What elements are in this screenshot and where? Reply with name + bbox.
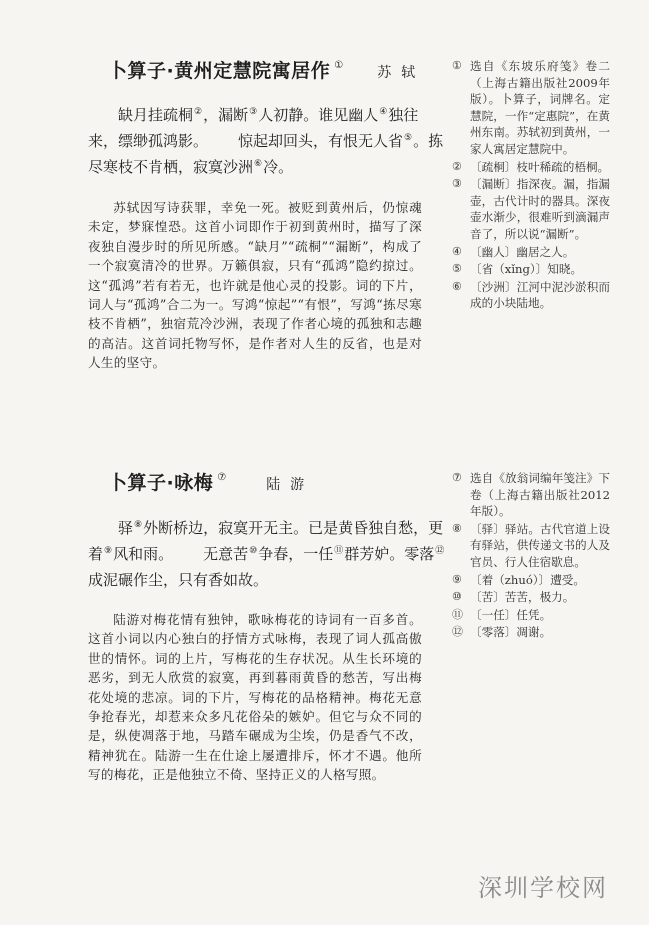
poem2-line-2: 着⑨风和雨。 无意苦⑩争春，一任⑪群芳妒。零落⑫ [88,545,445,563]
note-9: ⑨ 〔着（zhuó）〕遭受。 [452,572,585,587]
poem2-line-1: 驿⑧外断桥边，寂寞开无主。已是黄昏独自愁，更 [118,519,444,537]
note-8: ⑧ 〔驿〕驿站。古代官道上设有驿站，供传递文书的人及官员、行人住宿歇息。 [452,521,610,569]
poem1-line-2: 来，缥缈孤鸿影。 惊起却回头，有恨无人省⑤。拣 [88,132,444,150]
poem1-title-footnote-mark: ① [334,60,344,71]
poem1-title: 卜算子·黄州定慧院寓居作 [108,60,331,82]
poem2-title: 卜算子·咏梅 [108,472,214,494]
note-12: ⑫ 〔零落〕凋谢。 [452,625,552,640]
note-6: ⑥ 〔沙洲〕江河中泥沙淤积而成的小块陆地。 [452,279,610,311]
poem1-line-1: 缺月挂疏桐②，漏断③人初静。谁见幽人④独往 [118,106,419,124]
poem2-title-footnote-mark: ⑦ [217,472,227,483]
note-3: ③ 〔漏断〕指深夜。漏，指漏壶，古代计时的器具。深夜壶水渐少，很难听到滴漏声音了，所以说“漏断”。 [452,177,610,241]
note-2: ② 〔疏桐〕枝叶稀疏的梧桐。 [452,159,610,174]
note-7: ⑦ 选自《放翁词编年笺注》下卷（上海古籍出版社2012年版）。 [452,471,610,519]
poem2-commentary: 陆游对梅花情有独钟，歌咏梅花的诗词有一百多首。这首小词以内心独白的抒情方式咏梅，表现了词人孤高傲世的情怀。词的上片，写梅花的生存状况。从生长环境的恶劣，到无人欣赏的寂寞，再到暮雨黄昏的愁苦，写出梅花处境的悲凉。词的下片，写梅花的品格精神。梅花无意争抢春光，却惹来众多凡花俗朵的嫉妒。但它与众不同的是，纵使凋落于地，马踏车碾成为尘埃，仍是香气不改，精神犹在。陆游一生在仕途上屡遭排斥，怀才不遇。他所写的梅花，正是他独立不倚、坚持正义的人格写照。 [88,612,422,783]
poem1-body [88,102,443,180]
note-4: ④ 〔幽人〕幽居之人。 [452,244,575,259]
poem1-author: 苏轼 [377,65,426,81]
note-11: ⑪ 〔一任〕任凭。 [452,607,552,622]
poem2-author: 陆游 [266,477,315,493]
poem2-body [88,515,445,593]
note-10: ⑩ 〔苦〕苦苦，极力。 [452,590,575,605]
note-1: ① 选自《东坡乐府笺》卷二（上海古籍出版社2009年版）。卜算子，词牌名。定慧院，一作“定惠院”，在黄州东南。苏轼初到黄州，一家人寓居定慧院中。 [452,59,610,156]
poem1-notes [452,58,610,313]
poem1-heading [108,56,425,83]
site-watermark: 深圳学校网 [478,874,608,902]
poem2-line-3: 成泥碾作尘，只有香如故。 [88,571,269,589]
poem1-line-3: 尽寒枝不肯栖，寂寞沙洲⑥冷。 [88,158,294,176]
note-5: ⑤ 〔省（xǐng）〕知晓。 [452,262,583,277]
poem2-heading [108,468,314,495]
poem1-commentary: 苏轼因写诗获罪，幸免一死。被贬到黄州后，仍惊魂未定，梦寐惶恐。这首小词即作于初到黄州时，描写了深夜独自漫步时的所见所感。“缺月”“疏桐”“漏断”，构成了一个寂寞清冷的世界。万籁俱寂，只有“孤鸿”隐约掠过。这“孤鸿”若有若无，也许就是他心灵的投影。词的下片，词人与“孤鸿”合二为一。写鸿“惊起”“有恨”，写鸿“拣尽寒枝不肯栖”，独宿荒冷沙洲，表现了作者心境的孤独和志趣的高洁。这首词托物写怀，是作者对人生的反省，也是对人生的坚守。 [88,200,422,371]
poem2-notes [452,470,610,642]
